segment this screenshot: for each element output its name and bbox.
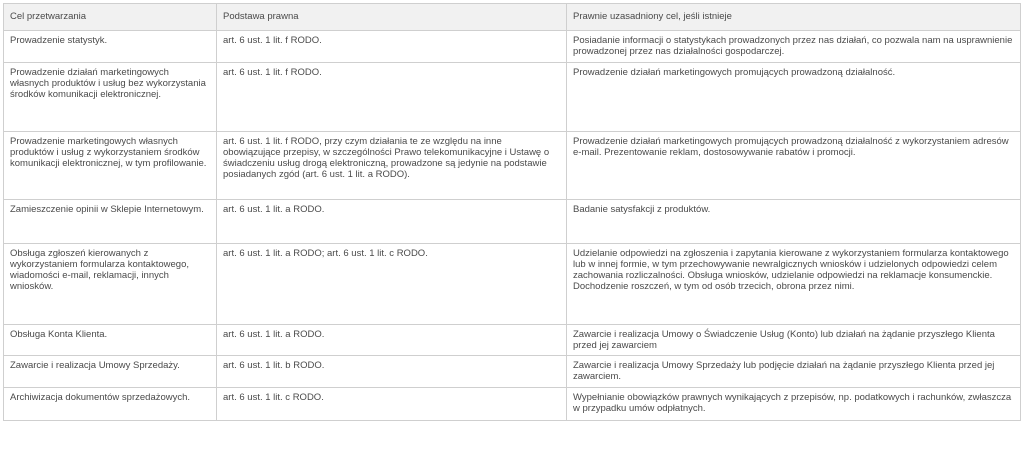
cell-purpose: Archiwizacja dokumentów sprzedażowych. bbox=[4, 387, 217, 420]
cell-purpose: Prowadzenie marketingowych własnych produktów i usług z wykorzystaniem środków komunikacji elektronicznej, w tym profilowanie. bbox=[4, 131, 217, 199]
cell-purpose: Zamieszczenie opinii w Sklepie Internetowym. bbox=[4, 199, 217, 243]
cell-purpose: Zawarcie i realizacja Umowy Sprzedaży. bbox=[4, 356, 217, 388]
table-body bbox=[4, 31, 1021, 421]
cell-legal-basis: art. 6 ust. 1 lit. f RODO, przy czym działania te ze względu na inne obowiązujące przepisy, w szczególności Prawo telekomunikacyjne i Ustawę o świadczeniu usług drogą elektroniczną, prowadzone są jedynie na podstawie posiadanych zgód (art. 6 ust. 1 lit. a RODO). bbox=[217, 131, 567, 199]
cell-legitimate-interest: Wypełnianie obowiązków prawnych wynikających z przepisów, np. podatkowych i rachunków, zwłaszcza w przypadku umów odpłatnych. bbox=[567, 387, 1021, 420]
table-row bbox=[4, 31, 1021, 63]
table-row bbox=[4, 131, 1021, 199]
header-legitimate-interest: Prawnie uzasadniony cel, jeśli istnieje bbox=[567, 4, 1021, 31]
cell-legitimate-interest: Badanie satysfakcji z produktów. bbox=[567, 199, 1021, 243]
cell-legitimate-interest: Udzielanie odpowiedzi na zgłoszenia i zapytania kierowane z wykorzystaniem formularza kontaktowego lub w innej formie, w tym przechowywanie newralgicznych wniosków i udzielonych odpowiedzi celem zachowania rozliczalności. Obsługa wniosków, udzielanie odpowiedzi na reklamacje konsumenckie. Dochodzenie roszczeń, w tym od osób trzecich, obrona przez nimi. bbox=[567, 243, 1021, 324]
table-header bbox=[4, 4, 1021, 31]
table-row bbox=[4, 387, 1021, 420]
cell-purpose: Prowadzenie statystyk. bbox=[4, 31, 217, 63]
data-processing-table bbox=[3, 3, 1021, 421]
cell-legal-basis: art. 6 ust. 1 lit. f RODO. bbox=[217, 31, 567, 63]
data-processing-table-container bbox=[3, 3, 1020, 421]
table-row bbox=[4, 243, 1021, 324]
cell-legitimate-interest: Prowadzenie działań marketingowych promujących prowadzoną działalność. bbox=[567, 62, 1021, 131]
cell-legitimate-interest: Prowadzenie działań marketingowych promujących prowadzoną działalność z wykorzystaniem adresów e-mail. Prezentowanie reklam, dostosowywanie rabatów i promocji. bbox=[567, 131, 1021, 199]
cell-legitimate-interest: Zawarcie i realizacja Umowy Sprzedaży lub podjęcie działań na żądanie przyszłego Klienta przed jej zawarciem. bbox=[567, 356, 1021, 388]
header-legal-basis: Podstawa prawna bbox=[217, 4, 567, 31]
header-purpose: Cel przetwarzania bbox=[4, 4, 217, 31]
cell-purpose: Obsługa Konta Klienta. bbox=[4, 324, 217, 356]
cell-legal-basis: art. 6 ust. 1 lit. f RODO. bbox=[217, 62, 567, 131]
cell-purpose: Obsługa zgłoszeń kierowanych z wykorzystaniem formularza kontaktowego, wiadomości e-mail, reklamacji, innych wniosków. bbox=[4, 243, 217, 324]
cell-legal-basis: art. 6 ust. 1 lit. a RODO. bbox=[217, 199, 567, 243]
cell-legal-basis: art. 6 ust. 1 lit. a RODO. bbox=[217, 324, 567, 356]
cell-legal-basis: art. 6 ust. 1 lit. c RODO. bbox=[217, 387, 567, 420]
table-row bbox=[4, 324, 1021, 356]
table-row bbox=[4, 356, 1021, 388]
cell-purpose: Prowadzenie działań marketingowych własnych produktów i usług bez wykorzystania środków komunikacji elektronicznej. bbox=[4, 62, 217, 131]
cell-legitimate-interest: Zawarcie i realizacja Umowy o Świadczenie Usług (Konto) lub działań na żądanie przyszłego Klienta przed jej zawarciem bbox=[567, 324, 1021, 356]
cell-legal-basis: art. 6 ust. 1 lit. a RODO; art. 6 ust. 1 lit. c RODO. bbox=[217, 243, 567, 324]
table-row bbox=[4, 62, 1021, 131]
header-row bbox=[4, 4, 1021, 31]
cell-legal-basis: art. 6 ust. 1 lit. b RODO. bbox=[217, 356, 567, 388]
table-row bbox=[4, 199, 1021, 243]
cell-legitimate-interest: Posiadanie informacji o statystykach prowadzonych przez nas działań, co pozwala nam na usprawnienie prowadzonej przez nas działalności gospodarczej. bbox=[567, 31, 1021, 63]
